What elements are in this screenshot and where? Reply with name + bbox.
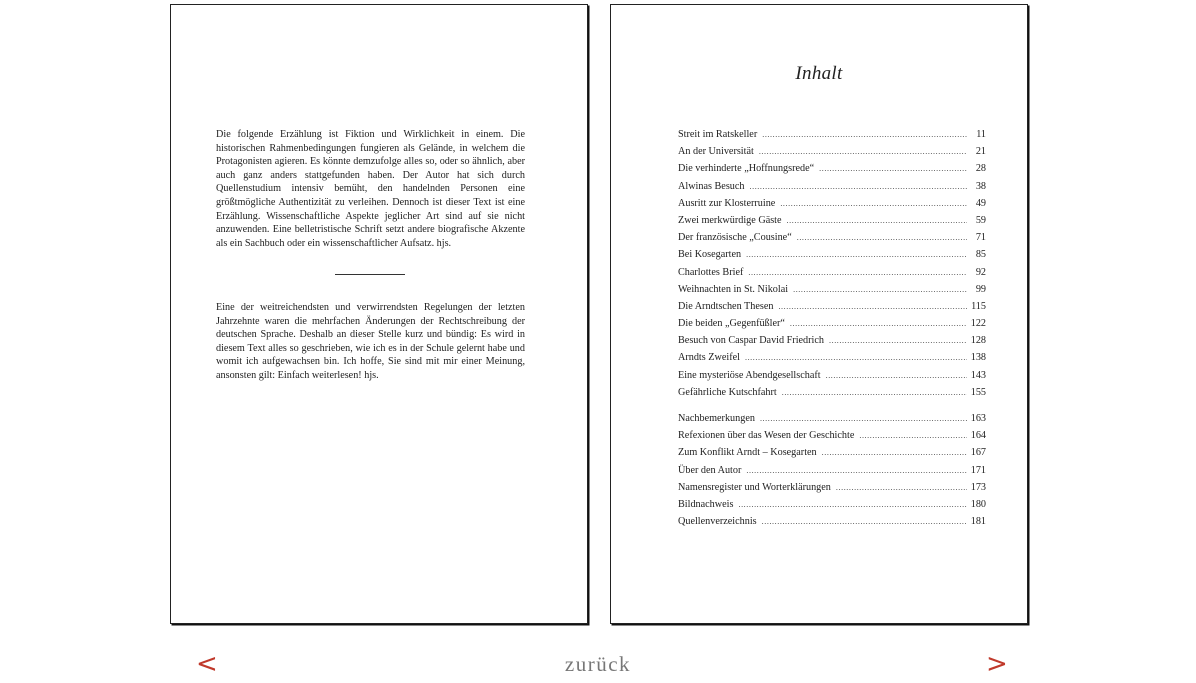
toc-entry[interactable] (678, 349, 986, 366)
toc-dot-leader (822, 444, 967, 461)
toc-entry-page-number: 85 (975, 249, 986, 261)
toc-dot-leader (782, 384, 967, 401)
toc-dot-leader (793, 281, 967, 298)
toc-dot-leader (746, 462, 967, 479)
toc-entry-title: Arndts Zweifel (678, 352, 740, 364)
toc-entry[interactable] (678, 315, 986, 332)
toc-entry-title: Refexionen über das Wesen der Geschichte (678, 430, 855, 442)
toc-dot-leader (760, 410, 967, 427)
toc-entry-title: Gefährliche Kutschfahrt (678, 386, 777, 398)
toc-entry-page-number: 128 (970, 335, 986, 347)
fiction-note-paragraph: Die folgende Erzählung ist Fiktion und Wirklichkeit in einem. Die historischen Rahmenbedingungen fungieren als Gelände, in welchem die Protagonisten agieren. Es könnte demzufolge alles so, oder so ähnlich, aber auch ganz anders stattgefunden haben. Der Autor hat sich durch Quellenstudium intensiv bemüht, den handelnden Personen eine größtmögliche Authentizität zu verleihen. Dennoch ist dieser Text ist eine Erzählung. Wissenschaftliche Aspekte jeglicher Art sind auf sie nicht anzuwenden. Eine belletristische Schrift setzt andere biografische Akzente als ein Sachbuch oder ein wissenschaftlicher Aufsatz. hjs. (216, 129, 525, 249)
toc-entry-page-number: 21 (975, 146, 986, 158)
toc-entry-title: Bei Kosegarten (678, 249, 742, 261)
toc-entry-page-number: 138 (970, 352, 986, 364)
toc-dot-leader (762, 513, 967, 530)
toc-entry-title: An der Universität (678, 146, 754, 158)
toc-entry-title: Die Arndtschen Thesen (678, 300, 774, 312)
toc-entry-title: Charlottes Brief (678, 266, 744, 278)
toc-entry-title: Eine mysteriöse Abendgesellschaft (678, 369, 821, 381)
section-divider (335, 274, 405, 275)
toc-entry-page-number: 38 (975, 180, 986, 192)
toc-entry[interactable] (678, 298, 986, 315)
toc-entry-title: Die verhinderte „Hoffnungsrede“ (678, 163, 815, 175)
toc-entry[interactable] (678, 246, 986, 263)
toc-entry-page-number: 143 (970, 369, 986, 381)
toc-entry-title: Zwei merkwürdige Gäste (678, 214, 782, 226)
back-link[interactable]: zurück (564, 652, 632, 676)
toc-entry-page-number: 181 (970, 516, 986, 528)
toc-entry-title: Bildnachweis (678, 498, 734, 510)
toc-dot-leader (836, 479, 967, 496)
toc-entry[interactable] (678, 479, 986, 496)
spelling-note-paragraph: Eine der weitreichendsten und verwirrendsten Regelungen der letzten Jahrzehnte waren die mehrfachen Änderungen der Rechtschreibung der deutschen Sprache. Deshalb an dieser Stelle kurz und bündig: Es wird in diesem Text alles so geschrieben, wie ich es in der Schule gelernt habe und womit ich aufgewachsen bin. Ich hoffe, Sie sind mit mir einer Meinung, ansonsten gilt: Einfach weiterlesen! hjs. (216, 302, 525, 381)
toc-entry[interactable] (678, 160, 986, 177)
toc-entry[interactable] (678, 178, 986, 195)
toc-dot-leader (829, 332, 967, 349)
toc-entry[interactable] (678, 143, 986, 160)
toc-entry-page-number: 164 (970, 430, 986, 442)
toc-entry-page-number: 49 (975, 197, 986, 209)
table-of-contents (678, 126, 986, 530)
toc-entry-page-number: 99 (975, 283, 986, 295)
toc-entry-title: Weihnachten in St. Nikolai (678, 283, 789, 295)
toc-dot-leader (738, 496, 967, 513)
toc-dot-leader (780, 195, 967, 212)
toc-entry[interactable] (678, 496, 986, 513)
toc-entry[interactable] (678, 195, 986, 212)
toc-entry-title: Zum Konflikt Arndt – Kosegarten (678, 447, 817, 459)
toc-dot-leader (819, 160, 967, 177)
previous-page-arrow-icon[interactable]: < (196, 649, 218, 679)
toc-dot-leader (762, 126, 967, 143)
next-page-arrow-icon[interactable]: > (986, 649, 1008, 679)
toc-entry-page-number: 173 (970, 481, 986, 493)
toc-entry-title: Streit im Ratskeller (678, 129, 758, 140)
toc-entry[interactable] (678, 427, 986, 444)
toc-dot-leader (797, 229, 967, 246)
toc-dot-leader (759, 143, 967, 160)
toc-title: Inhalt (795, 63, 843, 84)
toc-entry-title: Alwinas Besuch (678, 180, 745, 192)
toc-dot-leader (859, 427, 967, 444)
toc-entry-title: Nachbemerkungen (678, 413, 755, 424)
toc-entry[interactable] (678, 513, 986, 530)
toc-dot-leader (748, 264, 967, 281)
toc-dot-leader (750, 178, 968, 195)
toc-entry-page-number: 180 (970, 498, 986, 510)
toc-entry[interactable] (678, 332, 986, 349)
toc-dot-leader (778, 298, 967, 315)
toc-entry-page-number: 92 (975, 266, 986, 278)
toc-entry-title: Über den Autor (678, 464, 742, 476)
toc-dot-leader (790, 315, 967, 332)
toc-entry-page-number: 167 (970, 447, 986, 459)
toc-entry-title: Quellenverzeichnis (678, 516, 757, 528)
toc-entry-page-number: 115 (971, 300, 986, 312)
toc-entry-page-number: 71 (975, 232, 986, 244)
toc-entry-page-number: 163 (970, 413, 986, 424)
toc-entry-title: Die beiden „Gegenfüßler“ (678, 318, 785, 330)
toc-dot-leader (745, 349, 967, 366)
toc-entry[interactable] (678, 264, 986, 281)
right-page (610, 4, 1028, 624)
toc-entry-title: Besuch von Caspar David Friedrich (678, 335, 824, 347)
toc-entry-title: Namensregister und Worterklärungen (678, 481, 831, 493)
toc-entry-page-number: 155 (970, 386, 986, 398)
toc-dot-leader (826, 367, 967, 384)
toc-entry[interactable] (678, 384, 986, 401)
left-page (170, 4, 588, 624)
toc-entry-page-number: 11 (976, 129, 986, 140)
toc-entry-page-number: 59 (975, 214, 986, 226)
toc-entry[interactable] (678, 126, 986, 143)
toc-entry-page-number: 28 (975, 163, 986, 175)
toc-entry-title: Der französische „Cousine“ (678, 232, 792, 244)
toc-dot-leader (787, 212, 967, 229)
toc-entry[interactable] (678, 229, 986, 246)
toc-entry[interactable] (678, 462, 986, 479)
toc-entry-page-number: 171 (970, 464, 986, 476)
toc-entry[interactable] (678, 212, 986, 229)
toc-entry[interactable] (678, 281, 986, 298)
toc-entry[interactable] (678, 410, 986, 427)
toc-entry-page-number: 122 (970, 318, 986, 330)
toc-entry-title: Ausritt zur Klosterruine (678, 197, 776, 209)
toc-entry[interactable] (678, 367, 986, 384)
toc-entry[interactable] (678, 444, 986, 461)
toc-dot-leader (746, 246, 967, 263)
